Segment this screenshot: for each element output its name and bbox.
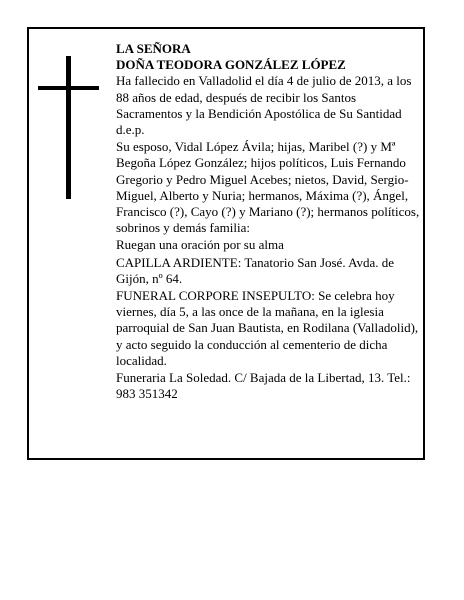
chapel-info: CAPILLA ARDIENTE: Tanatorio San José. Avda. de Gijón, nº 64. — [116, 254, 395, 286]
family-list: Su esposo, Vidal López Ávila; hijas, Maribel (?) y Mª Begoña López González; hijos políticos, Luis Fernando Gregorio y Pedro Miguel Acebes; nietos, David, Sergio-Miguel, Alberto y Nuria; hermanos, Máxima (?), Ángel, Francisco (?), Cayo (?) y Mariano (?); hermanos políticos, sobrinos y demás familia: — [116, 139, 420, 236]
cross-vertical-bar — [66, 56, 71, 199]
honorific-heading: LA SEÑORA — [116, 41, 191, 56]
funeral-info: FUNERAL CORPORE INSEPULTO: Se celebra hoy viernes, día 5, a las once de la mañana, en la iglesia parroquial de San Juan Bautista, en Rodilana (Valladolid), y acto seguido la conducción al cementerio de dicha localidad. — [116, 288, 419, 368]
prayer-request: Ruegan una oración por su alma — [116, 237, 284, 253]
obituary-notice — [27, 27, 425, 460]
death-announcement: Ha fallecido en Valladolid el día 4 de julio de 2013, a los 88 años de edad, después de recibir los Santos Sacramentos y la Bendición Apostólica de Su Santidad d.e.p. — [116, 73, 412, 138]
cross-horizontal-bar — [38, 86, 99, 90]
funeral-home-info: Funeraria La Soledad. C/ Bajada de la Libertad, 13. Tel.: 983 351342 — [116, 370, 411, 402]
deceased-name: DOÑA TEODORA GONZÁLEZ LÓPEZ — [116, 57, 346, 73]
notice-text — [116, 41, 420, 403]
